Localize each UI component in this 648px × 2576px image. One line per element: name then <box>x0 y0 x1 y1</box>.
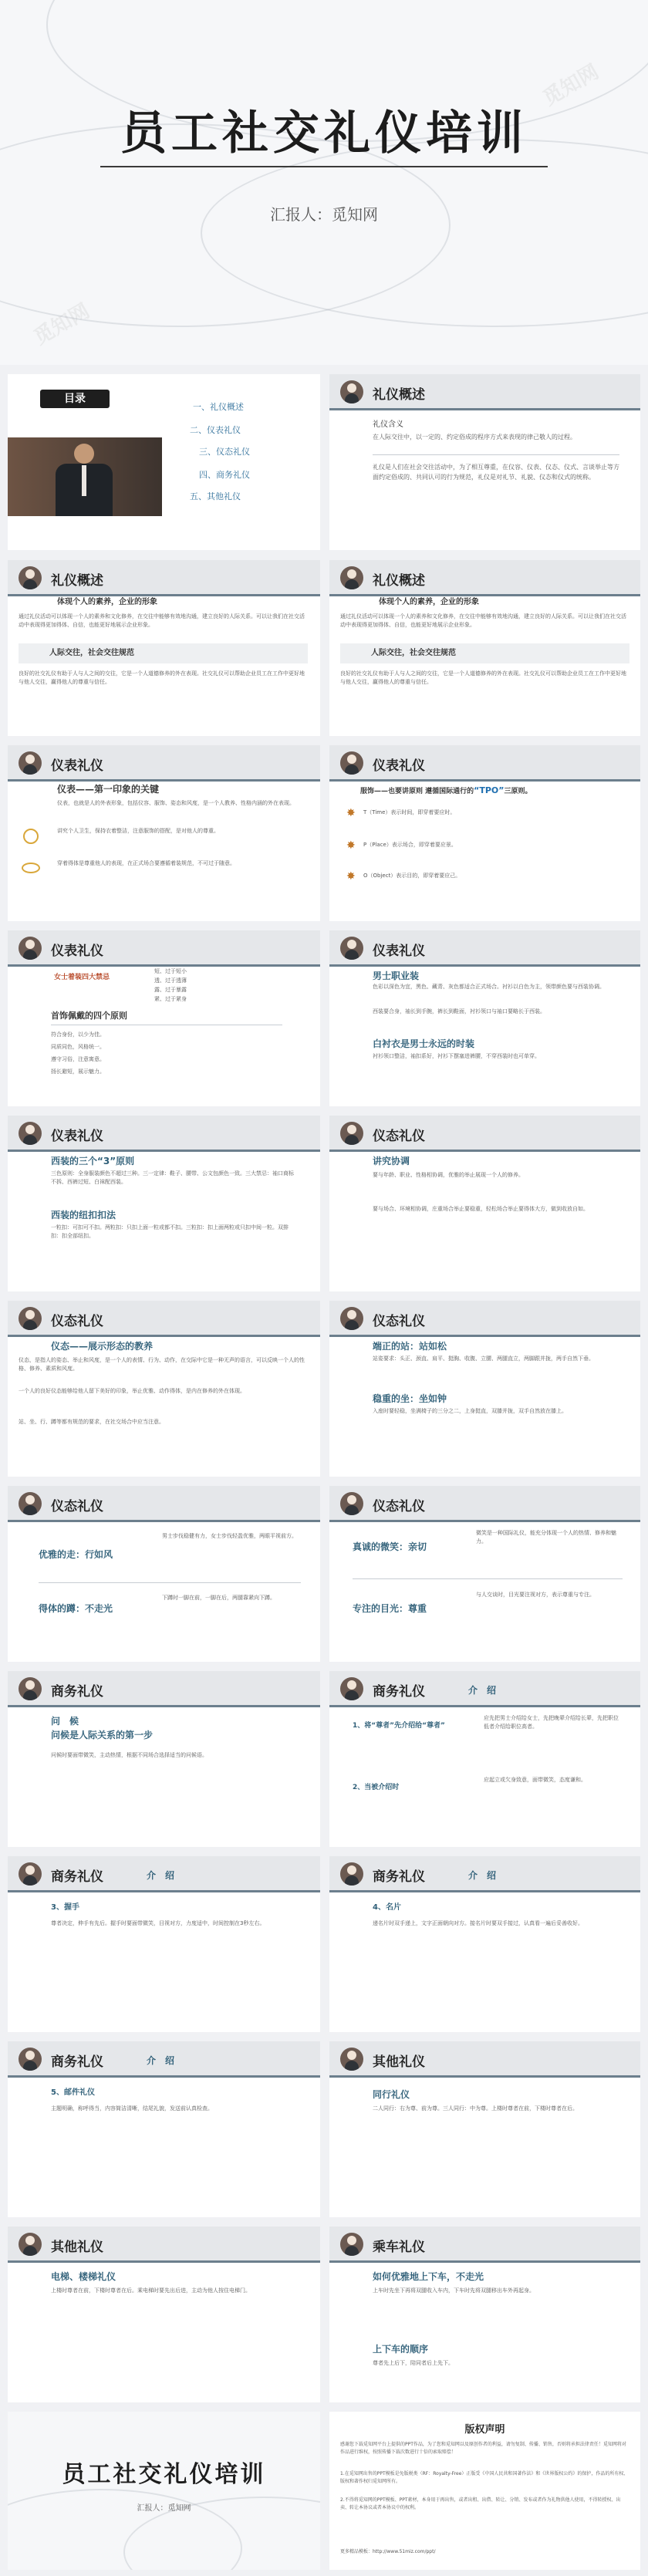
section-subtitle: 仪态——展示形态的教养 <box>51 1341 154 1352</box>
body-text: 要与年龄、职业、性格相协调，优雅的举止展现一个人的修养。 <box>373 1172 524 1178</box>
slide-title: 其他礼仪 <box>373 2054 425 2070</box>
avatar-icon <box>340 751 363 775</box>
avatar-icon <box>19 937 42 960</box>
slide-title: 仪态礼仪 <box>373 1499 425 1514</box>
avatar-icon <box>340 2048 363 2071</box>
person-tie <box>82 465 86 496</box>
toc-photo <box>8 437 162 516</box>
body-text: 尊者先上后下，陪同者后上先下。 <box>373 2360 454 2366</box>
section-subtitle: 真诚的微笑：亲切 <box>353 1541 427 1552</box>
body-text: 与人交谈时，目光要注视对方，表示尊重与专注。 <box>476 1592 595 1598</box>
appearance-slide-5 <box>8 1116 320 1291</box>
body-text: 一粒扣：可扣可不扣。两粒扣：只扣上面一粒或都不扣。三粒扣：扣上面两粒或只扣中间一粒。双排扣：扣全部纽扣。 <box>51 1224 289 1239</box>
toc-item[interactable]: 四、商务礼仪 <box>199 470 250 480</box>
section-subtitle: 专注的目光：尊重 <box>353 1603 427 1614</box>
other-slide-2 <box>8 2227 320 2402</box>
slide-title: 仪表礼仪 <box>51 944 103 959</box>
slide-title: 礼仪概述 <box>373 387 425 403</box>
taboo-item: 短、过于短小 <box>154 968 187 974</box>
slide-title: 商务礼仪 <box>373 1684 425 1700</box>
avatar-icon <box>19 1492 42 1515</box>
section-subtitle: 问 候 <box>51 1716 79 1727</box>
taboo-item: 露、过于暴露 <box>154 987 187 993</box>
toc-item[interactable]: 二、仪表礼仪 <box>190 425 241 435</box>
avatar-icon <box>19 2233 42 2256</box>
avatar-icon <box>19 1677 42 1700</box>
body-text: 尊者决定，伸手有先后。握手时要面带微笑，目视对方，力度适中，时间控制在3秒左右。 <box>51 1920 265 1926</box>
copyright-text: 2.不得将觅知网的PPT模板、PPT素材，本身用于再出售，或者出租、出借、转让、分销、发布或者作为礼物供他人使用，不得转授权、出卖、转让本协议或者本协议中的权利。 <box>340 2497 621 2510</box>
copyright-slide <box>329 2412 640 2570</box>
rule-text: T（Time）表示时间，即穿着要应时。 <box>363 809 456 815</box>
section-subtitle: 同行礼仪 <box>373 2089 410 2100</box>
avatar-icon <box>340 1862 363 1886</box>
section-subtitle: 介 绍 <box>147 1870 175 1881</box>
body-text: 良好的社交礼仪有助于人与人之间的交往，它是一个人道德修养的外在表现。社交礼仪可以帮助企业员工在工作中更好地与他人交往，赢得他人的尊重与信任。 <box>19 670 305 685</box>
slide-title: 仪态礼仪 <box>373 1129 425 1144</box>
avatar-icon <box>340 1492 363 1515</box>
section-subtitle: 西装的纽扣扣法 <box>51 1210 116 1220</box>
business-slide-2 <box>329 1671 640 1847</box>
body-text: 下蹲时一脚在前，一脚在后，两腿靠紧向下蹲。 <box>162 1595 275 1601</box>
star-icon: ✸ <box>346 870 356 883</box>
avatar-icon <box>19 1122 42 1145</box>
taboo-item: 紧、过于紧身 <box>154 996 187 1002</box>
section-subtitle: 西装的三个“3”原则 <box>51 1156 135 1166</box>
taboo-label: 女士着装四大禁忌 <box>54 974 110 981</box>
section-subtitle: 上下车的顺序 <box>373 2344 429 2355</box>
appearance-slide-4 <box>329 930 640 1106</box>
toc-item[interactable]: 三、仪态礼仪 <box>199 447 250 457</box>
item-label: 5、邮件礼仪 <box>51 2088 95 2097</box>
copyright-text: 感谢您下载觅知网平台上提供的PPT作品，为了您和觅知网以及原创作者的利益，请勿复制、传播、销售，否则将承担法律责任！觅知网将对作品进行维权，按照传播下载次数进行十倍的索取赔偿！ <box>340 2442 626 2455</box>
cover-slide <box>0 0 648 365</box>
body-text: 要与场合、环境相协调，庄重场合举止要稳重，轻松场合举止要得体大方，做到收放自如。 <box>373 1206 589 1212</box>
body-text: 在人际交往中，以一定的、约定俗成的程序方式来表现的律己敬人的过程。 <box>373 434 576 441</box>
body-text: 上车时先坐下再将双腿收入车内，下车时先将双腿移出车外再起身。 <box>373 2287 535 2294</box>
posture-slide-3 <box>8 1486 320 1662</box>
divider <box>39 1582 301 1583</box>
highlight-box <box>19 643 308 663</box>
star-icon: ✸ <box>346 807 356 819</box>
posture-slide-4 <box>329 1486 640 1662</box>
rule-text: 扬长避短，展示魅力。 <box>51 1069 105 1075</box>
slide-title: 商务礼仪 <box>373 1869 425 1885</box>
end-reporter: 汇报人：觅知网 <box>137 2504 191 2513</box>
slide-title: 仪态礼仪 <box>51 1499 103 1514</box>
user-icon <box>23 829 39 844</box>
overview-slide-2 <box>8 560 320 736</box>
section-subtitle: 白衬衣是男士永远的时装 <box>373 1038 475 1049</box>
divider <box>353 1578 623 1579</box>
avatar-icon <box>340 1307 363 1330</box>
business-slide-5 <box>8 2041 320 2217</box>
body-text: 色彩以深色为宜，黑色、藏青、灰色都适合正式场合。衬衫以白色为主，领带颜色要与西装协调。 <box>373 984 605 990</box>
copyright-text: 1.在觅知网出售的PPT模板是免版税类（RF：Royalty-Free）正版受《中国人民共和国著作法》和《世界版权公约》的保护，作品的所有权、版权和著作权归觅知网所有。 <box>340 2471 629 2484</box>
section-subtitle: 电梯、楼梯礼仪 <box>51 2271 116 2282</box>
slide-title: 仪表礼仪 <box>51 1129 103 1144</box>
body-text: 入座时要轻稳，坐满椅子的三分之二，上身挺直，双膝并拢，双手自然放在膝上。 <box>373 1408 567 1414</box>
toc-header: 目录 <box>40 390 110 408</box>
body-text: 衬衫领口整洁，袖扣系好，衬衫下摆塞进裤腰，不穿西装时也可单穿。 <box>373 1053 540 1059</box>
avatar-icon <box>340 2233 363 2256</box>
box-title: 人际交往，社会交往规范 <box>371 649 456 657</box>
car-slide <box>329 2227 640 2402</box>
section-subtitle: 首饰佩戴的四个原则 <box>51 1011 127 1021</box>
slide-title: 仪表礼仪 <box>373 758 425 774</box>
slide-title: 礼仪概述 <box>51 573 103 589</box>
slide-title: 礼仪概述 <box>373 573 425 589</box>
avatar-icon <box>19 751 42 775</box>
slide-title: 商务礼仪 <box>51 1869 103 1885</box>
watermark: 觅知网 <box>538 60 603 111</box>
overview-slide-1 <box>329 374 640 550</box>
toc-item[interactable]: 一、礼仪概述 <box>193 402 244 412</box>
section-subtitle: 仪表——第一印象的关键 <box>57 784 160 795</box>
end-title: 员工社交礼仪培训 <box>62 2461 266 2488</box>
overview-slide-3 <box>329 560 640 736</box>
body-text: 礼仪是人们在社会交往活动中，为了相互尊重，在仪容、仪表、仪态、仪式、言谈举止等方面约定俗成的、共同认可的行为规范，礼仪是对礼节、礼貌、仪态和仪式的统称。 <box>373 464 619 481</box>
rule-text: 符合身份，以少为佳。 <box>51 1031 105 1038</box>
body-text: 应先把男士介绍给女士，先把晚辈介绍给长辈，先把职位低者介绍给职位高者。 <box>484 1715 619 1730</box>
section-subtitle: 介 绍 <box>468 1685 497 1696</box>
avatar-icon <box>340 1122 363 1145</box>
tpo-intro <box>360 785 532 797</box>
tpo-highlight: “TPO” <box>474 785 505 795</box>
body-text: 应起立或欠身致意，面带微笑，态度谦和。 <box>484 1777 586 1783</box>
more-templates-link[interactable]: 更多精品模板：http://www.51miz.com/ppt/ <box>340 2549 436 2554</box>
item-label: 3、握手 <box>51 1903 79 1912</box>
appearance-slide-1 <box>8 745 320 921</box>
section-subtitle: 介 绍 <box>468 1870 497 1881</box>
item-label: 2、当被介绍时 <box>353 1784 400 1791</box>
posture-slide-0 <box>329 1116 640 1291</box>
body-text: 通过礼仪活动可以体现一个人的素养和文化修养，在交往中能够有效地沟通，建立良好的人际关系。可以让我们在社交活动中表现得更加得体、自信，也能更好地展示企业形象。 <box>19 613 305 628</box>
section-subtitle: 优雅的走：行如风 <box>39 1549 113 1560</box>
avatar-icon <box>340 566 363 589</box>
avatar-icon <box>19 2048 42 2071</box>
body-text: 二人同行：右为尊、前为尊。三人同行：中为尊。上楼时尊者在前，下楼时尊者在后。 <box>373 2105 578 2112</box>
slide-title: 乘车礼仪 <box>373 2240 425 2255</box>
avatar-icon <box>340 1677 363 1700</box>
posture-slide-1 <box>8 1301 320 1477</box>
appearance-slide-3 <box>8 930 320 1106</box>
body-text: 通过礼仪活动可以体现一个人的素养和文化修养，在交往中能够有效地沟通，建立良好的人际关系。可以让我们在社交活动中表现得更加得体、自信，也能更好地展示企业形象。 <box>340 613 626 628</box>
rule-text: O（Object）表示目的，即穿着要应己。 <box>363 873 461 879</box>
body-text: 问候时要面带微笑，主动热情，根据不同场合选择适当的问候语。 <box>51 1752 208 1758</box>
cover-reporter: 汇报人：觅知网 <box>270 205 378 224</box>
body-text: 仪表，也就是人的外表形象，包括仪容、服饰、姿态和风度，是一个人教养、性格内涵的外在表现。 <box>57 800 295 806</box>
body-text: 仪态，是指人的姿态、举止和风度，是一个人的表情、行为、动作，在交际中它是一种无声的语言，可以反映一个人的性格、修养、素质和风度。 <box>19 1357 305 1372</box>
cover-title: 员工社交礼仪培训 <box>120 106 528 160</box>
eye-icon <box>22 863 40 873</box>
posture-slide-2 <box>329 1301 640 1477</box>
slide-title: 其他礼仪 <box>51 2240 103 2255</box>
section-subtitle: 礼仪含义 <box>373 420 403 429</box>
body-text: 递名片时双手递上，文字正面朝向对方。接名片时要双手接过，认真看一遍后妥善收好。 <box>373 1920 583 1926</box>
other-slide-1 <box>329 2041 640 2217</box>
body-text: 西装要合身，袖长到手腕，裤长到鞋面，衬衫领口与袖口要略长于西装。 <box>373 1008 545 1015</box>
highlight-box <box>340 643 629 663</box>
body-text: 站、坐、行、蹲等都有规范的要求，在社交场合中应当注意。 <box>19 1419 164 1425</box>
body-text: 站姿要求：头正、颈直、肩平、挺胸、收腹、立腰、两腿直立，两脚跟并拢，两手自然下垂。 <box>373 1356 594 1362</box>
section-subtitle: 问候是人际关系的第一步 <box>51 1730 154 1740</box>
item-label: 1、将“尊者”先介绍给“尊者” <box>353 1722 445 1730</box>
slide-title: 仪态礼仪 <box>51 1314 103 1329</box>
body-text: 男士步伐稳健有力，女士步伐轻盈优雅，两眼平视前方。 <box>162 1533 297 1539</box>
section-subtitle: 稳重的坐：坐如钟 <box>373 1393 447 1404</box>
section-subtitle: 端正的站：站如松 <box>373 1341 447 1352</box>
tpo-intro-end: 三原则。 <box>504 788 532 795</box>
appearance-slide-2 <box>329 745 640 921</box>
section-subtitle: 讲究协调 <box>373 1156 410 1166</box>
copyright-title: 版权声明 <box>464 2424 505 2436</box>
box-title: 人际交往，社会交往规范 <box>49 649 134 657</box>
body-text: 良好的社交礼仪有助于人与人之间的交往，它是一个人道德修养的外在表现。社交礼仪可以帮助企业员工在工作中更好地与他人交往，赢得他人的尊重与信任。 <box>340 670 626 685</box>
avatar-icon <box>340 380 363 403</box>
section-subtitle: 介 绍 <box>147 2055 175 2066</box>
rule-text: 同质同色，风格统一。 <box>51 1044 105 1050</box>
tpo-intro-text: 服饰——也要讲原则 遵循国际通行的 <box>360 788 474 795</box>
slide-title: 仪表礼仪 <box>373 944 425 959</box>
slide-title: 商务礼仪 <box>51 1684 103 1700</box>
slide-title: 商务礼仪 <box>51 2054 103 2070</box>
star-icon: ✸ <box>346 839 356 852</box>
section-subtitle: 体现个人的素养，企业的形象 <box>57 598 157 606</box>
body-text: 三色原则：全身服装颜色不超过三种。三一定律：鞋子、腰带、公文包颜色一致。三大禁忌：袖口商标不拆、西裤过短、白袜配西装。 <box>51 1170 294 1185</box>
slide-title: 仪表礼仪 <box>51 758 103 774</box>
slide-title: 仪态礼仪 <box>373 1314 425 1329</box>
body-text: 穿着得体是尊重他人的表现，在正式场合要遵循着装规范，不可过于随意。 <box>57 860 235 866</box>
section-subtitle: 男士职业装 <box>373 971 420 981</box>
body-text: 上楼时尊者在前，下楼时尊者在后。乘电梯时要先出后进，主动为他人按住电梯门。 <box>51 2287 251 2294</box>
divider <box>373 454 619 455</box>
business-slide-1 <box>8 1671 320 1847</box>
avatar-icon <box>19 1862 42 1886</box>
body-text: 一个人的良好仪态能够给他人留下美好的印象，举止优雅、动作得体，是内在修养的外在体现。 <box>19 1388 245 1394</box>
item-label: 4、名片 <box>373 1903 401 1912</box>
rule-text: P（Place）表示场合，即穿着要应景。 <box>363 842 457 848</box>
section-subtitle: 如何优雅地上下车，不走光 <box>373 2271 484 2282</box>
section-subtitle: 体现个人的素养，企业的形象 <box>379 598 479 606</box>
end-slide <box>8 2412 320 2570</box>
toc-slide <box>8 374 320 550</box>
avatar-icon <box>340 937 363 960</box>
person-head <box>74 444 94 464</box>
section-subtitle: 得体的蹲：不走光 <box>39 1603 113 1614</box>
avatar-icon <box>19 1307 42 1330</box>
watermark: 觅知网 <box>29 299 94 350</box>
taboo-item: 透、过于透薄 <box>154 977 187 984</box>
body-text: 主题明确，称呼得当，内容简洁清晰，结尾礼貌，发送前认真检查。 <box>51 2105 213 2112</box>
rule-text: 遵守习俗，注意寓意。 <box>51 1056 105 1062</box>
cover-divider <box>100 166 548 167</box>
body-text: 微笑是一种国际礼仪，能充分体现一个人的热情、修养和魅力。 <box>476 1530 616 1545</box>
business-slide-4 <box>329 1856 640 2032</box>
body-text: 讲究个人卫生，保持衣着整洁，注意服饰的搭配，是对他人的尊重。 <box>57 828 219 834</box>
avatar-icon <box>19 566 42 589</box>
toc-item[interactable]: 五、其他礼仪 <box>190 491 241 501</box>
business-slide-3 <box>8 1856 320 2032</box>
